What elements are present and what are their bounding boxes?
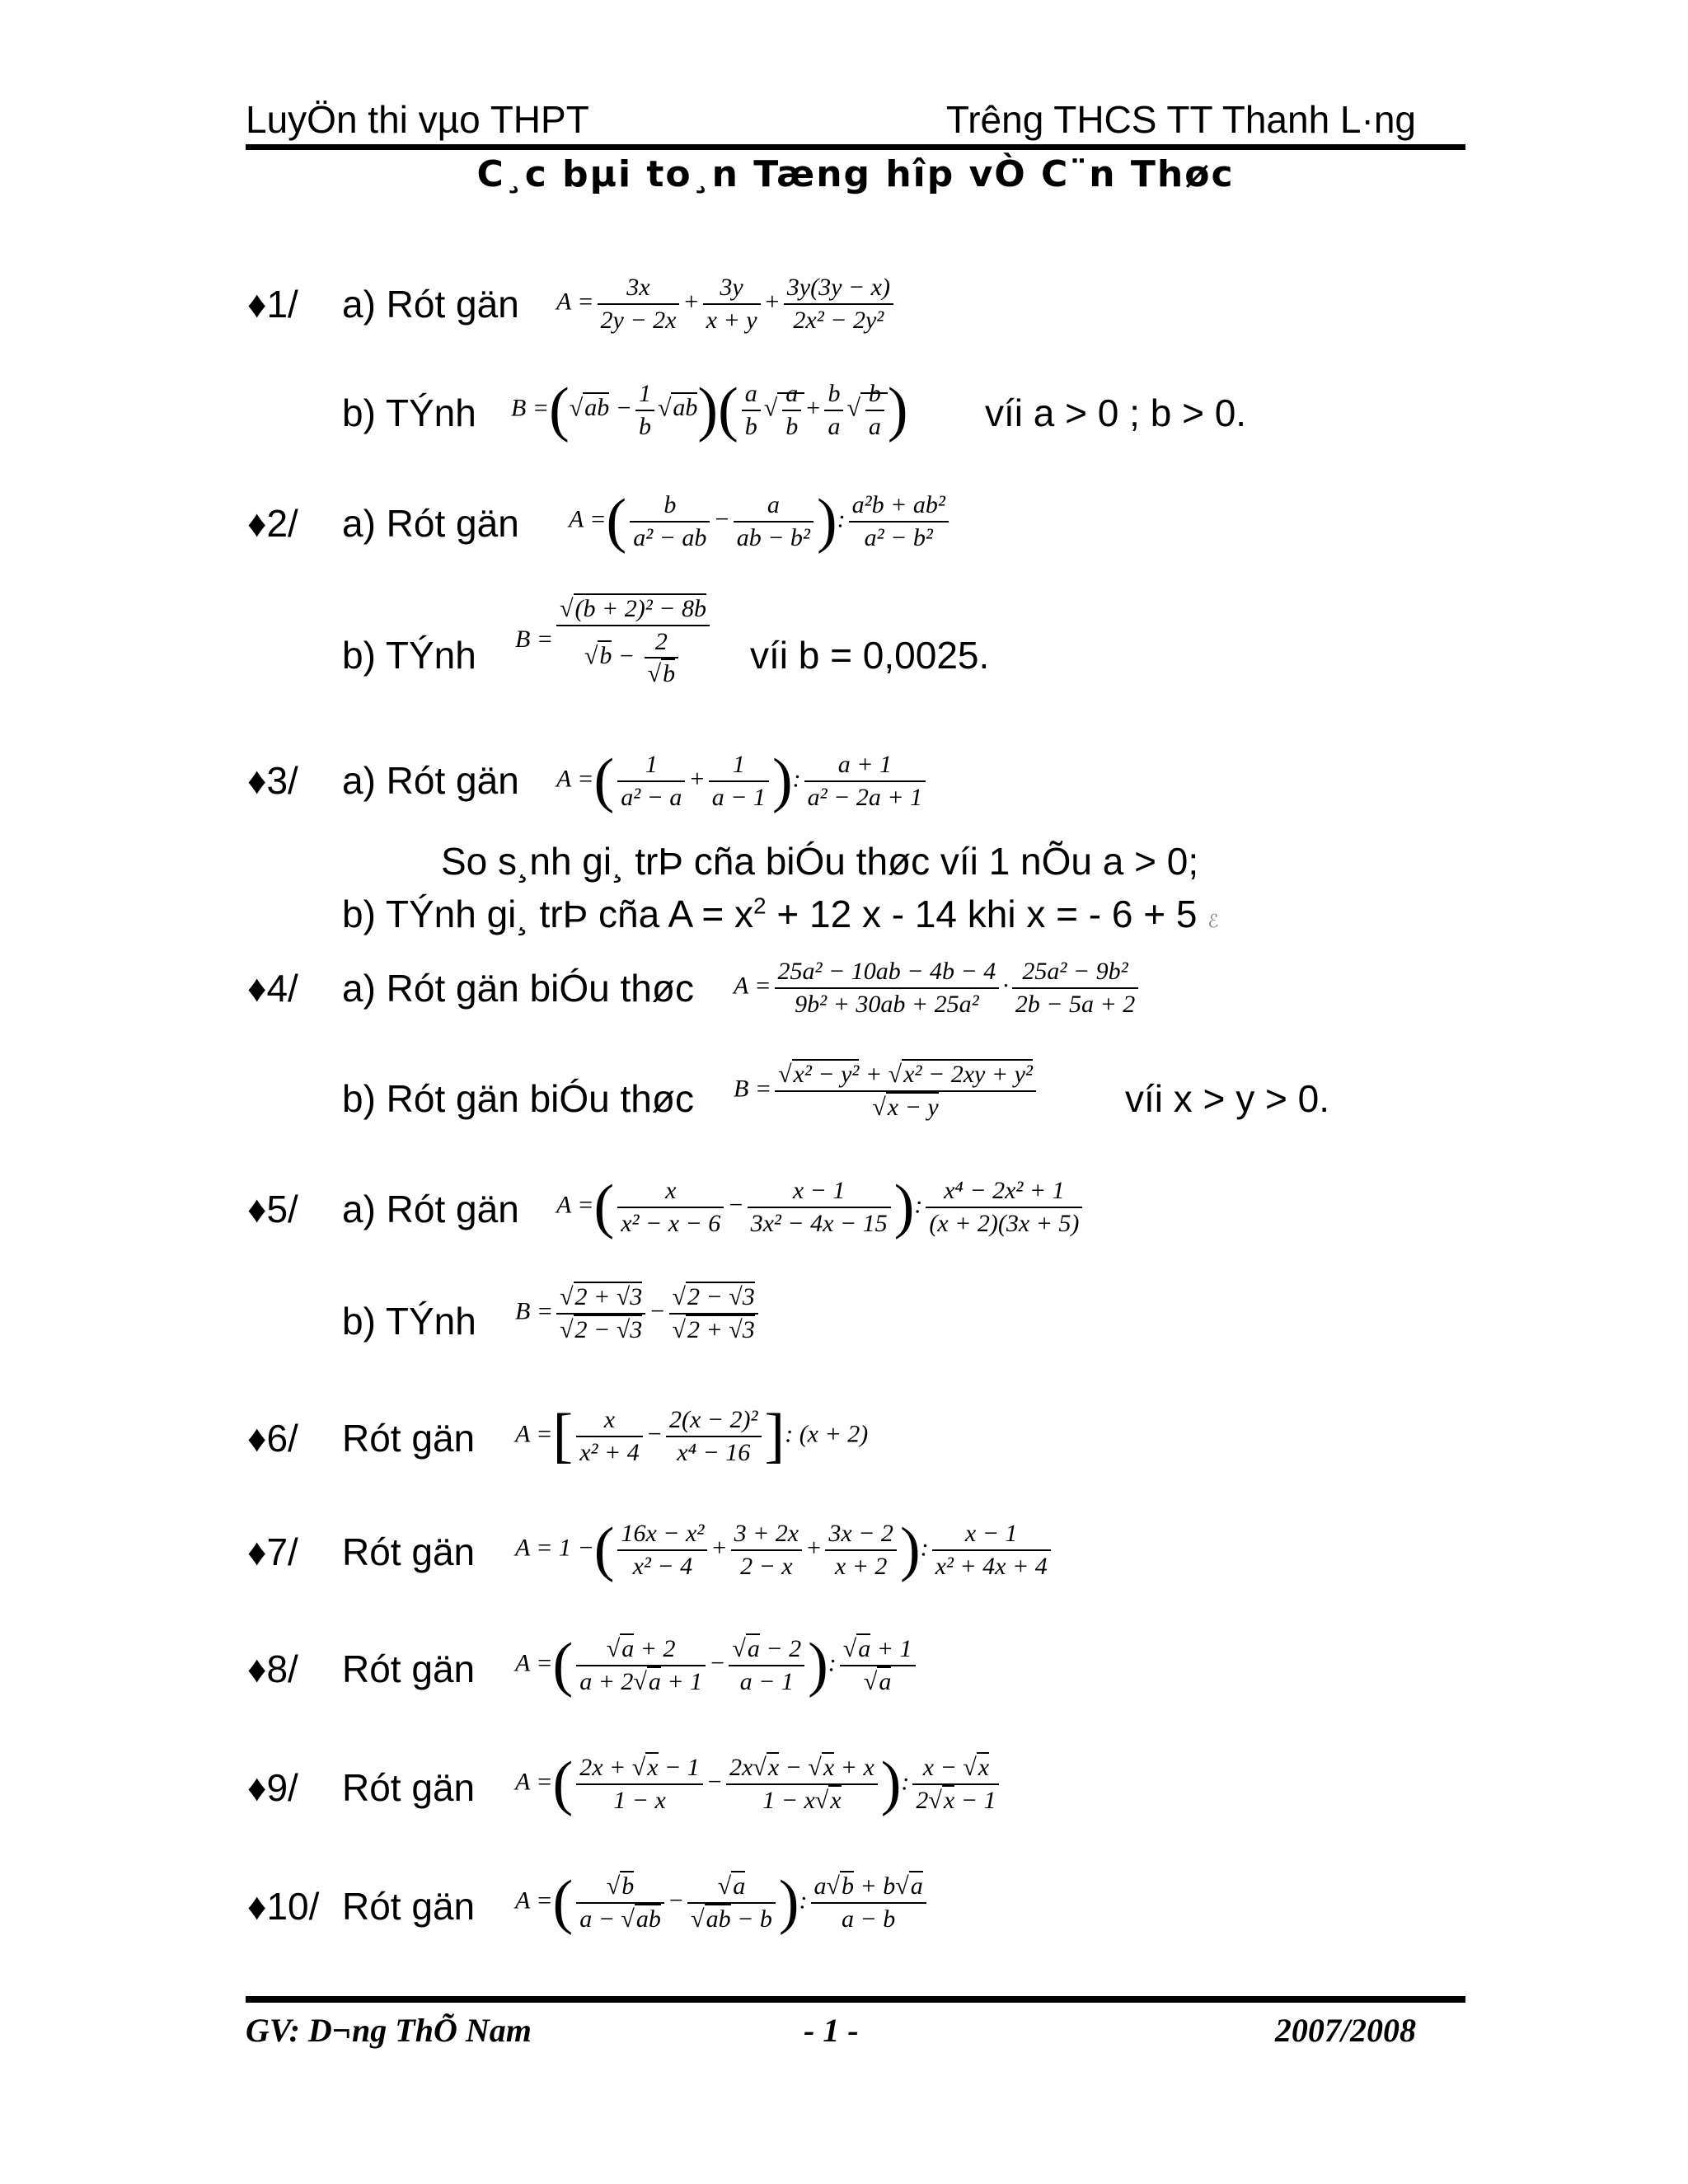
formula-1b: B =(√ab − $\frac{1}{b}$ √ab)( $\frac{a}{b}$ √ $\frac{a}{b}$ + $\frac{b}{a}$ √ $\frac{b}{a}$ ) [511,376,908,443]
problem-1a-label: a) Rót gän [342,283,519,326]
problem-3-number: ♦3/ [247,759,298,802]
problem-6-label: Rót gän [342,1417,476,1460]
problem-2a-label: a) Rót gän [342,502,519,545]
problem-4a-label: a) Rót gän biÓu thøc [342,967,694,1010]
footer-year: 2007/2008 [1274,2012,1416,2049]
formula-7: A = 1 −( $\frac{\text{16x − x²}}{\text{x² − 4}}$ + $\frac{3 + 2x}{2 - x}$ + $\frac{3x - 2}{x + 2}$ ): $\frac{x - 1}{\text{x² + 4x + 4}}$ [515,1515,1054,1585]
problem-3b-text-pre: b) TÝnh gi¸ trÞ cña A = x [342,893,754,935]
problem-2b-label: b) TÝnh [342,634,476,677]
formula-5b: B = $\frac{√2 + √3}{√2 - √3}$ − $\frac{√2 - √3}{√2 + √3}$ [515,1282,762,1345]
problem-1b-condition: víi a > 0 ; b > 0. [985,391,1247,434]
problem-1b-label: b) TÝnh [342,391,476,434]
formula-6: A =[ $\frac{x}{\text{x² + 4}}$ − $\frac{\text{2(x − 2)²}}{\text{x⁴ − 16}}$ ]: (x + 2) [515,1402,869,1469]
formula-2a: A =( $\frac{b}{\text{a² − ab}}$ − $\frac{a}{\text{ab − b²}}$ ): $\frac{\text{a²b + ab²}}{\text{a² − b²}}$ [569,486,952,556]
formula-8: A =( $\frac{√a + 2}{a + 2√a + 1}$ − $\frac{√a - 2}{a - 1}$ ): $\frac{√a + 1}{√a}$ [515,1630,919,1700]
formula-10: A =( $\frac{√b}{a - √ab}$ − $\frac{√a}{√ab - b}$ ): $\frac{a√b + b√a}{a - b}$ [515,1868,930,1938]
problem-3b-text-post: + 12 x - 14 khi x = - 6 + 5 [766,893,1198,935]
problem-7-label: Rót gän [342,1530,476,1573]
formula-5a: A =( $\frac{x}{\text{x² − x − 6}}$ − $\frac{x - 1}{\text{3x² − 4x − 15}}$ ): $\frac{\text{x⁴ − 2x² + 1}}{(x + 2)(3x + 5)}$ [556,1172,1085,1242]
problem-9-number: ♦9/ [247,1766,298,1809]
footer-teacher: GV: D¬ng ThÕ Nam [246,2012,532,2049]
formula-4b: B = $\frac{\text{√x² − y² + √x² − 2xy + y²}}{√x - y}$ [734,1059,1039,1122]
formula-4a: A = $\frac{\text{25a² − 10ab − 4b − 4}}{\text{9b² + 30ab + 25a²}}$ · $\frac{\text{25a² − 9b²}}{2b - 5a + 2}$ [734,956,1142,1019]
problem-9-label: Rót gän [342,1766,476,1809]
problem-8-number: ♦8/ [247,1647,298,1690]
problem-3b-tail-glyph: ℰ [1207,911,1219,931]
problem-2b-condition: víi b = 0,0025. [750,634,990,677]
problem-5-number: ♦5/ [247,1188,298,1230]
page-title: C¸c bµi to¸n Tæng hîp vÒ C¨n Thøc [476,153,1235,195]
problem-4-number: ♦4/ [247,967,298,1010]
formula-9: A =( $\frac{2x + √x - 1}{1 - x}$ − $\frac{2x√x - √x + x}{1 - x√x}$ ): $\frac{x - √x}{2√x - 1}$ [515,1749,1002,1819]
problem-3a-compare: So s¸nh gi¸ trÞ cña biÓu thøc víi 1 nÕu a > 0; [441,840,1199,883]
problem-1-number: ♦1/ [247,283,298,326]
footer-rule [246,1996,1465,2003]
problem-5b-label: b) TÝnh [342,1300,476,1343]
problem-10-label: Rót gän [342,1885,476,1928]
problem-4b-label: b) Rót gän biÓu thøc [342,1077,694,1120]
formula-1a: A = $\frac{3x}{2y - 2x}$ + $\frac{3y}{x + y}$ + $\frac{3y(3y - x)}{\text{2x² − 2y²}}$ [556,272,897,335]
problem-3b-exponent: 2 [753,893,767,919]
problem-8-label: Rót gän [342,1647,476,1690]
problem-6-number: ♦6/ [247,1417,298,1460]
problem-3b-text [342,892,1219,936]
formula-2b: B = √(b + 2)² − 8b √b − $\frac{2}{√b}$ [515,593,713,690]
problem-10-number: ♦10/ [247,1885,320,1928]
header-left: LuyÖn thi vµo THPT [246,98,589,141]
problem-2-number: ♦2/ [247,502,298,545]
header-right: Trêng THCS TT Thanh L·ng [945,98,1416,141]
header-rule [246,144,1465,150]
formula-3a: A =( $\frac{1}{\text{a² − a}}$ + $\frac{1}{a - 1}$ ): $\frac{a + 1}{\text{a² − 2a + 1}}$ [556,746,929,816]
problem-4b-condition: víi x > y > 0. [1125,1077,1329,1120]
problem-7-number: ♦7/ [247,1530,298,1573]
problem-3a-label: a) Rót gän [342,759,519,802]
footer-page-number: - 1 - [804,2012,859,2049]
problem-5a-label: a) Rót gän [342,1188,519,1230]
